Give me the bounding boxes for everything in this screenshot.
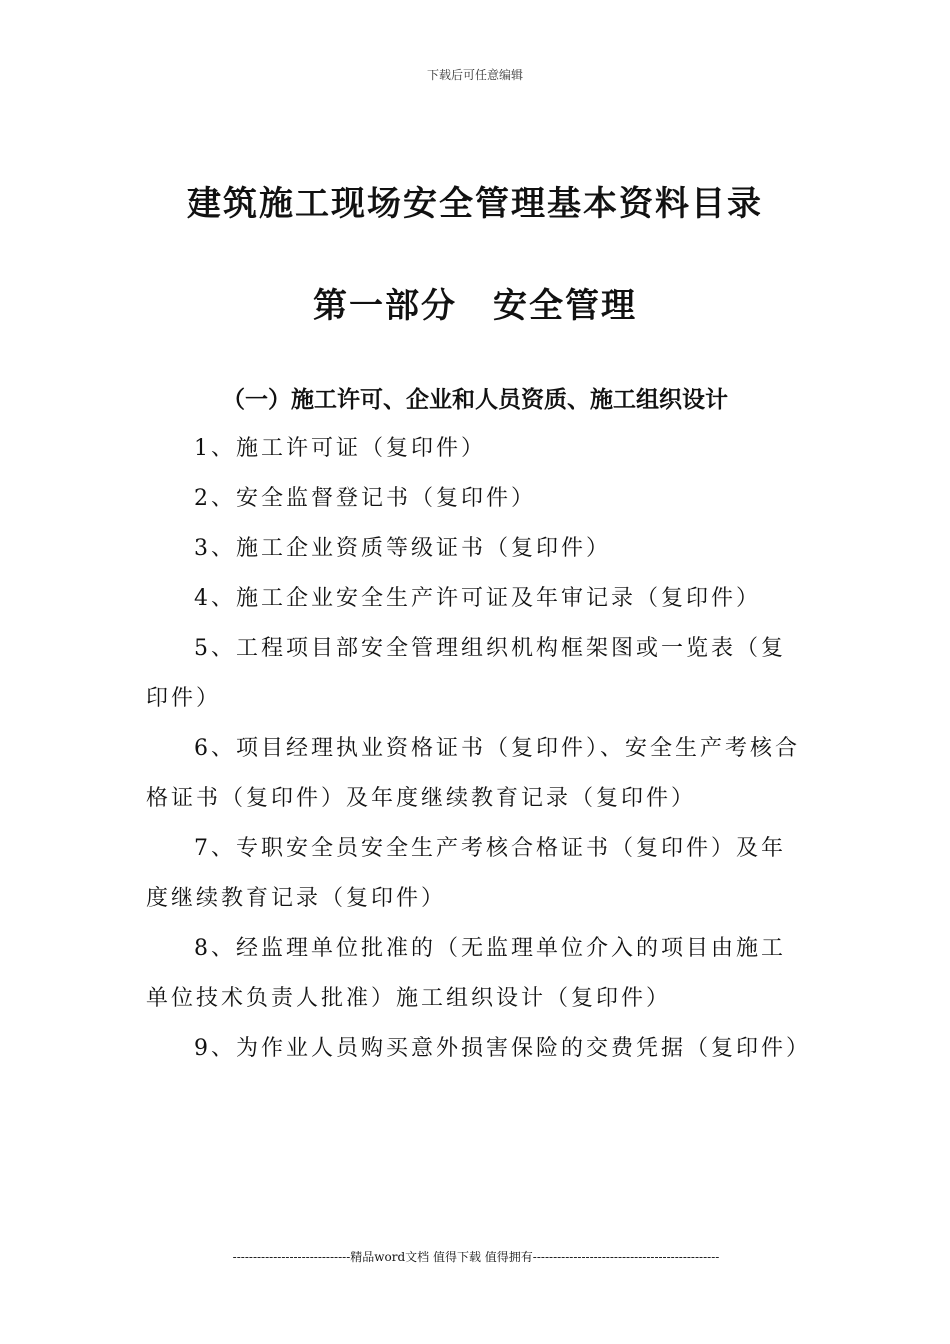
list-item-4: 4、施工企业安全生产许可证及年审记录（复印件） — [194, 586, 761, 611]
list-item-2: 2、安全监督登记书（复印件） — [194, 486, 536, 511]
part-title: 第一部分 安全管理 — [313, 286, 637, 326]
header-note: 下载后可任意编辑 — [426, 68, 523, 82]
list-item-3: 3、施工企业资质等级证书（复印件） — [194, 536, 611, 561]
item-list — [146, 424, 811, 1074]
list-item-9: 9、为作业人员购买意外损害保险的交费凭据（复印件） — [194, 1036, 811, 1061]
list-item-8: 8、经监理单位批准的（无监理单位介入的项目由施工单位技术负责人批准）施工组织设计（复印件） — [146, 936, 786, 1011]
list-item-6: 6、项目经理执业资格证书（复印件）、安全生产考核合格证书（复印件）及年度继续教育记录（复印件） — [146, 736, 800, 811]
list-item-7: 7、专职安全员安全生产考核合格证书（复印件）及年度继续教育记录（复印件） — [146, 836, 786, 911]
list-item-1: 1、施工许可证（复印件） — [194, 436, 486, 461]
footer-note: -----------------------------精品word文档 值得下载 值得拥有---------------------------------------------- — [232, 1250, 720, 1264]
section-heading: （一）施工许可、企业和人员资质、施工组织设计 — [222, 387, 728, 413]
list-item-5: 5、工程项目部安全管理组织机构框架图或一览表（复印件） — [146, 636, 786, 711]
document-title: 建筑施工现场安全管理基本资料目录 — [187, 184, 763, 224]
